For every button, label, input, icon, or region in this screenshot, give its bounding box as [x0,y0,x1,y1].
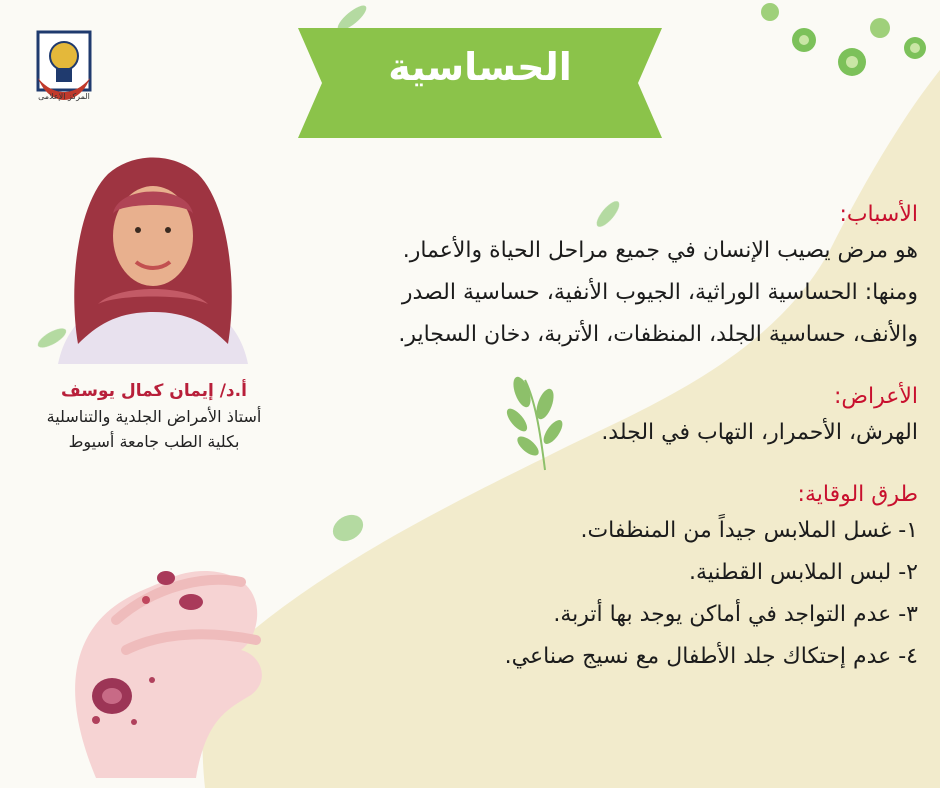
prevention-section [298,480,918,678]
hand-illustration [56,560,278,778]
causes-line: هو مرض يصيب الإنسان في جميع مراحل الحياة والأعمار. [402,238,918,263]
author-name: أ.د/ إيمان كمال يوسف [61,381,247,401]
prevention-item: ١- غسل الملابس جيداً من المنظفات. [580,518,918,543]
page-title: الحساسية [388,45,572,89]
causes-heading: الأسباب: [839,202,918,227]
symptoms-heading: الأعراض: [833,384,918,409]
author-title: أستاذ الأمراض الجلدية والتناسلية [46,407,262,426]
author-portrait [38,144,268,364]
article-content [298,200,918,704]
author-block [20,378,288,454]
causes-line: والأنف، حساسية الجلد، المنظفات، الأتربة، دخان السجاير. [398,322,918,347]
causes-line: ومنها: الحساسية الوراثية، الجيوب الأنفية، حساسية الصدر [401,280,918,305]
symptoms-section [298,382,918,454]
flower-icon [761,3,926,76]
logo-caption: المركز الإعلامى [38,92,90,101]
prevention-item: ٣- عدم التواجد في أماكن يوجد بها أتربة. [553,602,918,627]
prevention-item: ٤- عدم إحتكاك جلد الأطفال مع نسيج صناعي. [504,644,918,669]
author-affiliation: بكلية الطب جامعة أسيوط [68,432,240,451]
causes-section [298,200,918,356]
symptoms-line: الهرش، الأحمرار، التهاب في الجلد. [601,420,918,445]
prevention-heading: طرق الوقاية: [797,482,918,507]
prevention-item: ٢- لبس الملابس القطنية. [688,560,918,585]
